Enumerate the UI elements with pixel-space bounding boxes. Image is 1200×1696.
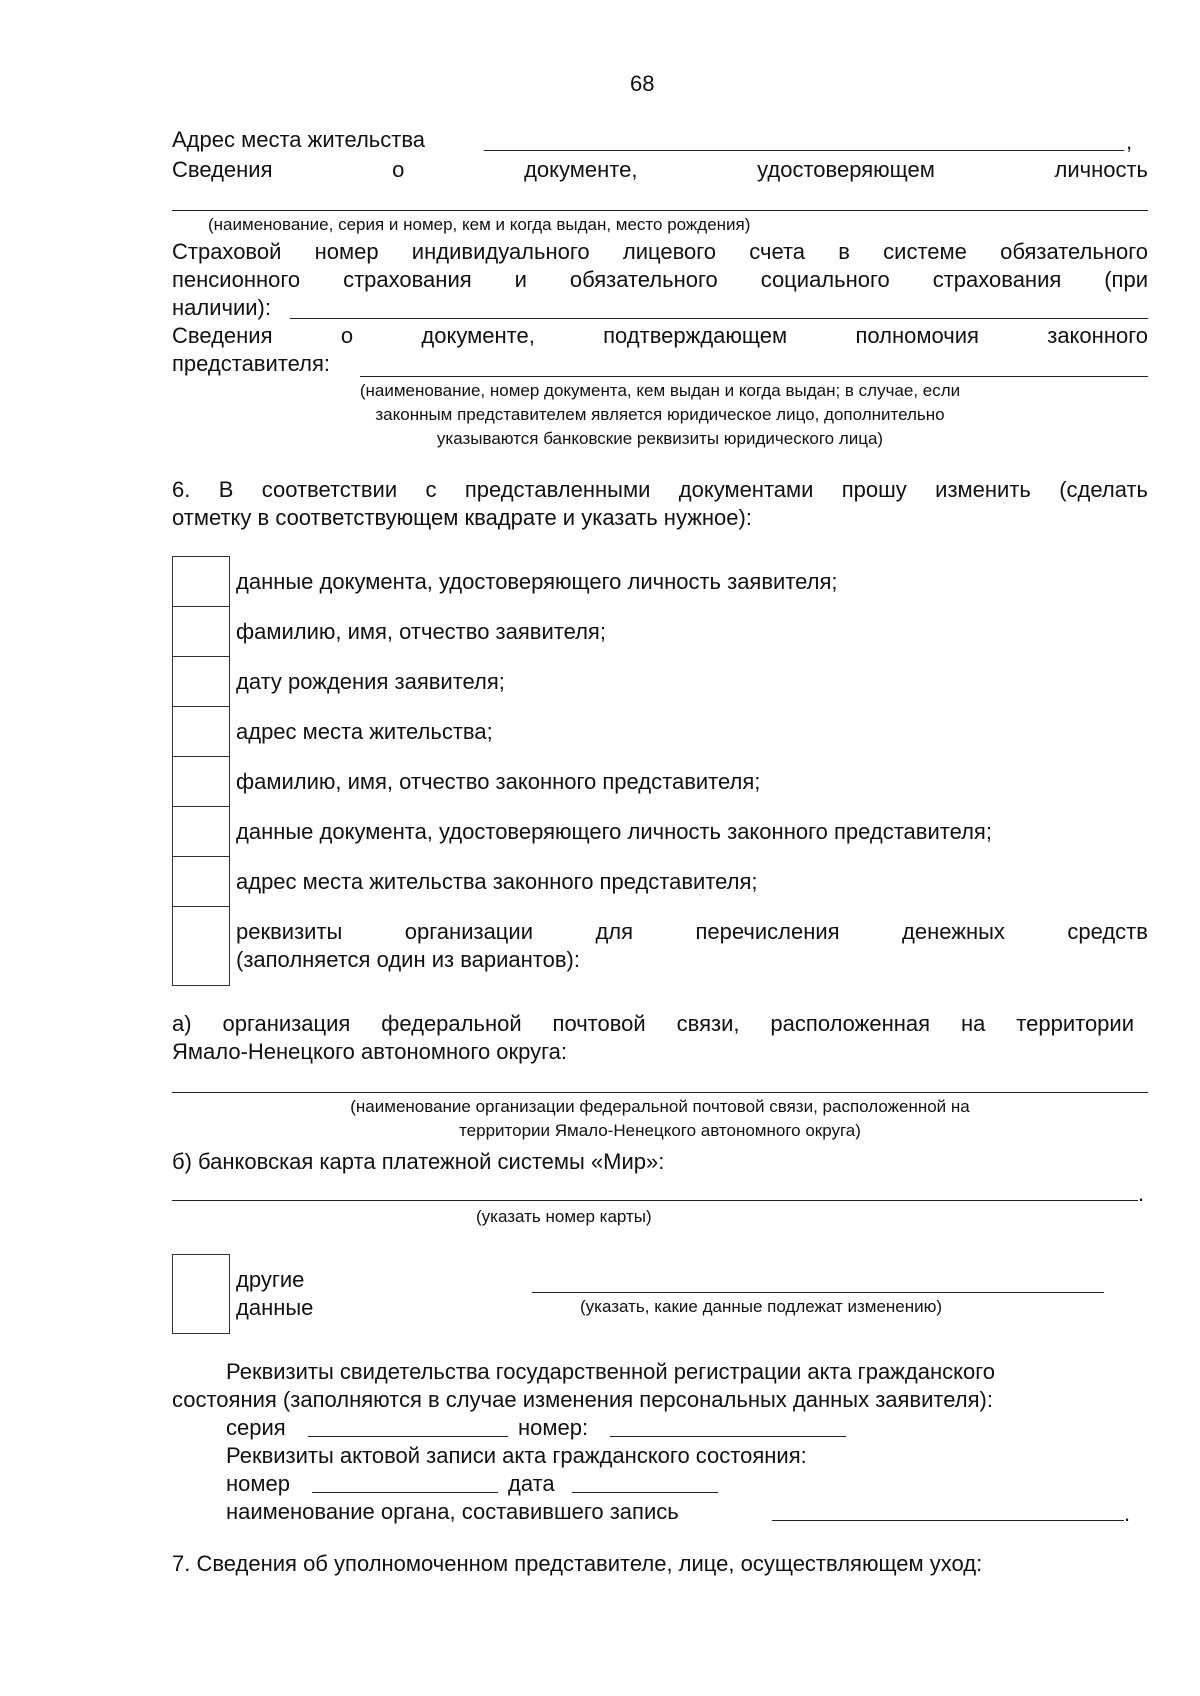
- other-data-hint: (указать, какие данные подлежат изменению): [580, 1297, 943, 1316]
- section6-line-2: отметку в соответствующем квадрате и указать нужное):: [172, 505, 752, 530]
- checkbox-other-data[interactable]: [172, 1254, 230, 1334]
- option-a-line-2: Ямало-Ненецкого автономного округа:: [172, 1039, 568, 1064]
- checkbox-label: данные документа, удостоверяющего личность заявителя;: [236, 569, 838, 594]
- date-label: дата: [508, 1471, 555, 1496]
- word: о: [340, 323, 354, 348]
- option-a-input-line[interactable]: [172, 1092, 1148, 1093]
- checkbox-rep-name[interactable]: [172, 756, 230, 808]
- option-b-line-1: б) банковская карта платежной системы «Мир»:: [172, 1149, 665, 1174]
- word: личность: [1054, 157, 1148, 182]
- authority-doc-line-2: представителя:: [172, 351, 330, 376]
- word: Сведения: [172, 323, 273, 348]
- word: перечисления: [695, 919, 840, 944]
- other-data-label-1: другие: [236, 1267, 305, 1292]
- authority-doc-input-line[interactable]: [360, 376, 1148, 377]
- option-a-hint-1: (наименование организации федеральной почтовой связи, расположенной на: [350, 1097, 970, 1116]
- checkbox-residence[interactable]: [172, 706, 230, 758]
- word: средств: [1067, 919, 1148, 944]
- civil-cert-line-2: состояния (заполняются в случае изменения персональных данных заявителя):: [172, 1387, 993, 1412]
- word: Сведения: [172, 157, 273, 182]
- word: документе,: [421, 323, 535, 348]
- option-b-hint: (указать номер карты): [476, 1207, 652, 1226]
- option-b-input-line[interactable]: [172, 1200, 1138, 1201]
- residence-comma: ,: [1126, 129, 1133, 154]
- checkbox-identity-doc[interactable]: [172, 556, 230, 608]
- option-a-line-1: а) организация федеральной почтовой связи, расположенная на территории: [172, 1011, 1134, 1036]
- checkbox-rep-identity-doc[interactable]: [172, 806, 230, 858]
- authority-doc-hint-2: законным представителем является юридическое лицо, дополнительно: [375, 405, 945, 424]
- number-label: номер:: [518, 1415, 589, 1440]
- word: денежных: [902, 919, 1005, 944]
- other-data-label-2: данные: [236, 1295, 314, 1320]
- checkbox-label: дату рождения заявителя;: [236, 669, 505, 694]
- word: удостоверяющем: [757, 157, 935, 182]
- option-b-end: .: [1138, 1181, 1145, 1206]
- civil-cert-line-1: Реквизиты свидетельства государственной регистрации акта гражданского: [226, 1359, 996, 1384]
- residence-input-line[interactable]: [484, 150, 1124, 151]
- authority-end: .: [1124, 1501, 1131, 1526]
- checkbox-label: данные документа, удостоверяющего личность законного представителя;: [236, 819, 992, 844]
- residence-label: Адрес места жительства: [172, 127, 426, 152]
- word: организации: [404, 919, 533, 944]
- checkbox-label: фамилию, имя, отчество заявителя;: [236, 619, 606, 644]
- series-label: серия: [226, 1415, 286, 1440]
- requisites-label-line-2: (заполняется один из вариантов):: [236, 947, 580, 972]
- word: полномочия: [855, 323, 979, 348]
- record-number-input-line[interactable]: [312, 1492, 498, 1493]
- number-input-line[interactable]: [610, 1436, 846, 1437]
- series-input-line[interactable]: [308, 1436, 508, 1437]
- section6-line-1: 6. В соответствии с представленными документами прошу изменить (сделать: [172, 477, 1148, 502]
- checkbox-rep-residence[interactable]: [172, 856, 230, 908]
- date-input-line[interactable]: [572, 1492, 718, 1493]
- authority-doc-hint-1: (наименование, номер документа, кем выдан и когда выдан; в случае, если: [359, 381, 961, 400]
- identity-doc-input-line[interactable]: [172, 210, 1148, 211]
- snils-line-1: Страховой номер индивидуального лицевого счета в системе обязательного: [172, 239, 1148, 264]
- authority-doc-hint-3: указываются банковские реквизиты юридического лица): [436, 429, 884, 448]
- authority-label: наименование органа, составившего запись: [226, 1499, 679, 1524]
- authority-doc-label: [172, 322, 1148, 350]
- word: документе,: [524, 157, 638, 182]
- requisites-label: [236, 918, 1148, 946]
- word: о: [392, 157, 405, 182]
- record-number-label: номер: [226, 1471, 290, 1496]
- snils-input-line[interactable]: [290, 318, 1148, 319]
- word: подтверждающем: [603, 323, 788, 348]
- word: реквизиты: [236, 919, 343, 944]
- section7-title: 7. Сведения об уполномоченном представителе, лице, осуществляющем уход:: [172, 1551, 983, 1576]
- authority-input-line[interactable]: [772, 1520, 1124, 1521]
- snils-line-2: пенсионного страхования и обязательного социального страхования (при: [172, 267, 1148, 292]
- checkbox-requisites[interactable]: [172, 906, 230, 986]
- other-data-input-line[interactable]: [532, 1292, 1104, 1293]
- page-number: 68: [630, 71, 655, 96]
- record-title: Реквизиты актовой записи акта гражданского состояния:: [226, 1443, 807, 1468]
- option-a-hint-2: территории Ямало-Ненецкого автономного округа): [459, 1121, 861, 1140]
- identity-doc-hint: (наименование, серия и номер, кем и когда выдан, место рождения): [208, 215, 751, 234]
- identity-doc-label: [172, 156, 1148, 184]
- checkbox-label: фамилию, имя, отчество законного представителя;: [236, 769, 761, 794]
- checkbox-applicant-name[interactable]: [172, 606, 230, 658]
- checkbox-label: адрес места жительства законного представителя;: [236, 869, 758, 894]
- checkbox-birth-date[interactable]: [172, 656, 230, 708]
- word: законного: [1047, 323, 1148, 348]
- snils-line-3: наличии):: [172, 295, 271, 320]
- word: для: [595, 919, 634, 944]
- checkbox-label: адрес места жительства;: [236, 719, 493, 744]
